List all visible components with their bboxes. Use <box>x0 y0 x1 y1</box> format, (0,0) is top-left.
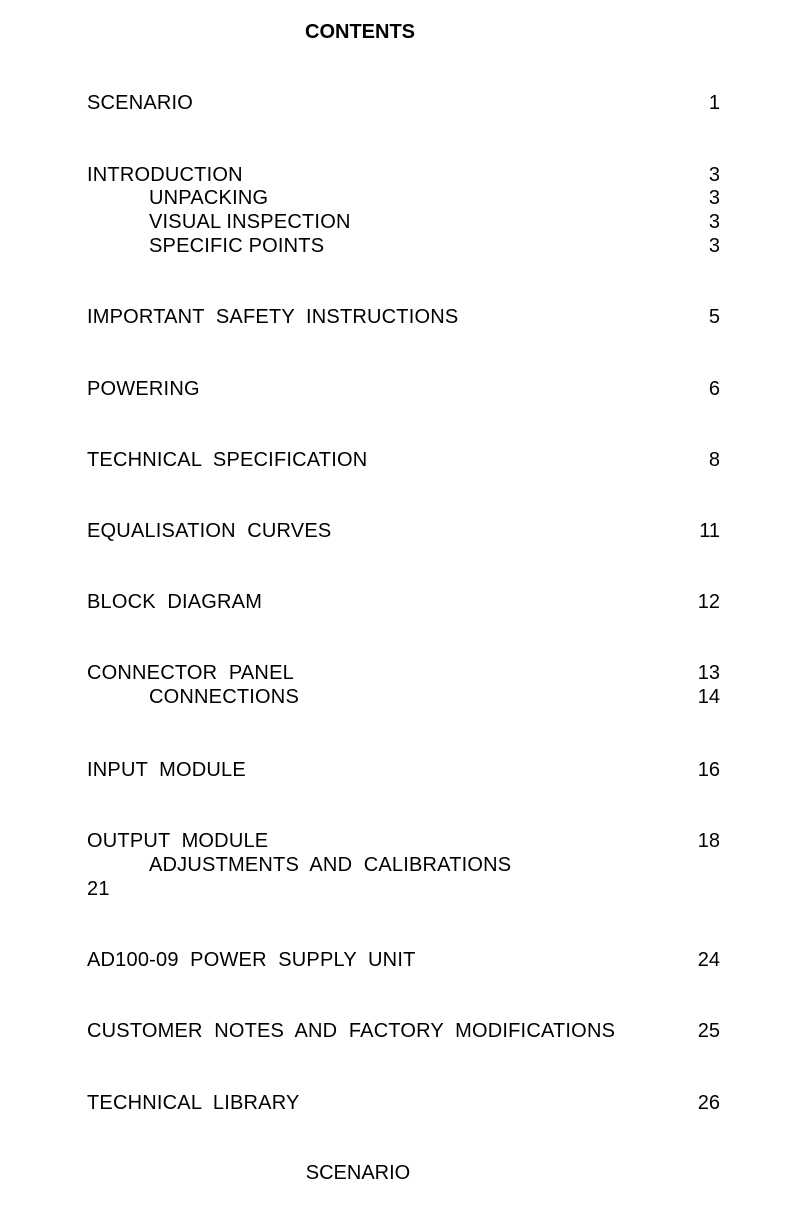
toc-entry-connections[interactable]: CONNECTIONS <box>149 686 299 708</box>
toc-entry-specific-points[interactable]: SPECIFIC POINTS <box>149 235 325 257</box>
toc-entry-powering[interactable]: POWERING <box>87 378 200 400</box>
toc-entry-input-module[interactable]: INPUT MODULE <box>87 759 246 781</box>
toc-page-block-diagram: 12 <box>697 591 720 613</box>
toc-page-customer-notes: 25 <box>697 1020 720 1042</box>
toc-page-scenario: 1 <box>708 92 720 114</box>
toc-page-powering: 6 <box>708 378 720 400</box>
toc-page-output-module: 18 <box>697 830 720 852</box>
toc-entry-customer-notes[interactable]: CUSTOMER NOTES AND FACTORY MODIFICATIONS <box>87 1020 616 1042</box>
toc-entry-equalisation-curves[interactable]: EQUALISATION CURVES <box>87 520 332 542</box>
toc-entry-adjustments-calibrations[interactable]: ADJUSTMENTS AND CALIBRATIONS <box>149 854 512 876</box>
toc-entry-visual-inspection[interactable]: VISUAL INSPECTION <box>149 211 351 233</box>
toc-entry-technical-specification[interactable]: TECHNICAL SPECIFICATION <box>87 449 368 471</box>
page-title: CONTENTS <box>305 21 415 43</box>
toc-page-equalisation-curves: 11 <box>699 520 720 542</box>
toc-page-unpacking: 3 <box>708 187 720 209</box>
toc-entry-connector-panel[interactable]: CONNECTOR PANEL <box>87 662 294 684</box>
toc-page-adjustments-calibrations: 21 <box>87 878 110 900</box>
toc-entry-safety-instructions[interactable]: IMPORTANT SAFETY INSTRUCTIONS <box>87 306 459 328</box>
toc-entry-introduction[interactable]: INTRODUCTION <box>87 164 243 186</box>
toc-page-safety-instructions: 5 <box>708 306 720 328</box>
toc-page-power-supply-unit: 24 <box>697 949 720 971</box>
toc-entry-power-supply-unit[interactable]: AD100-09 POWER SUPPLY UNIT <box>87 949 416 971</box>
toc-page-visual-inspection: 3 <box>708 211 720 233</box>
toc-page-input-module: 16 <box>697 759 720 781</box>
toc-entry-block-diagram[interactable]: BLOCK DIAGRAM <box>87 591 263 613</box>
toc-entry-output-module[interactable]: OUTPUT MODULE <box>87 830 269 852</box>
toc-page-technical-specification: 8 <box>708 449 720 471</box>
toc-page-connector-panel: 13 <box>697 662 720 684</box>
next-section-heading: SCENARIO <box>305 1162 411 1184</box>
toc-entry-technical-library[interactable]: TECHNICAL LIBRARY <box>87 1092 300 1114</box>
toc-page-connections: 14 <box>697 686 720 708</box>
toc-page-introduction: 3 <box>708 164 720 186</box>
toc-entry-unpacking[interactable]: UNPACKING <box>149 187 269 209</box>
toc-entry-scenario[interactable]: SCENARIO <box>87 92 194 114</box>
toc-page-technical-library: 26 <box>697 1092 720 1114</box>
toc-page-specific-points: 3 <box>708 235 720 257</box>
